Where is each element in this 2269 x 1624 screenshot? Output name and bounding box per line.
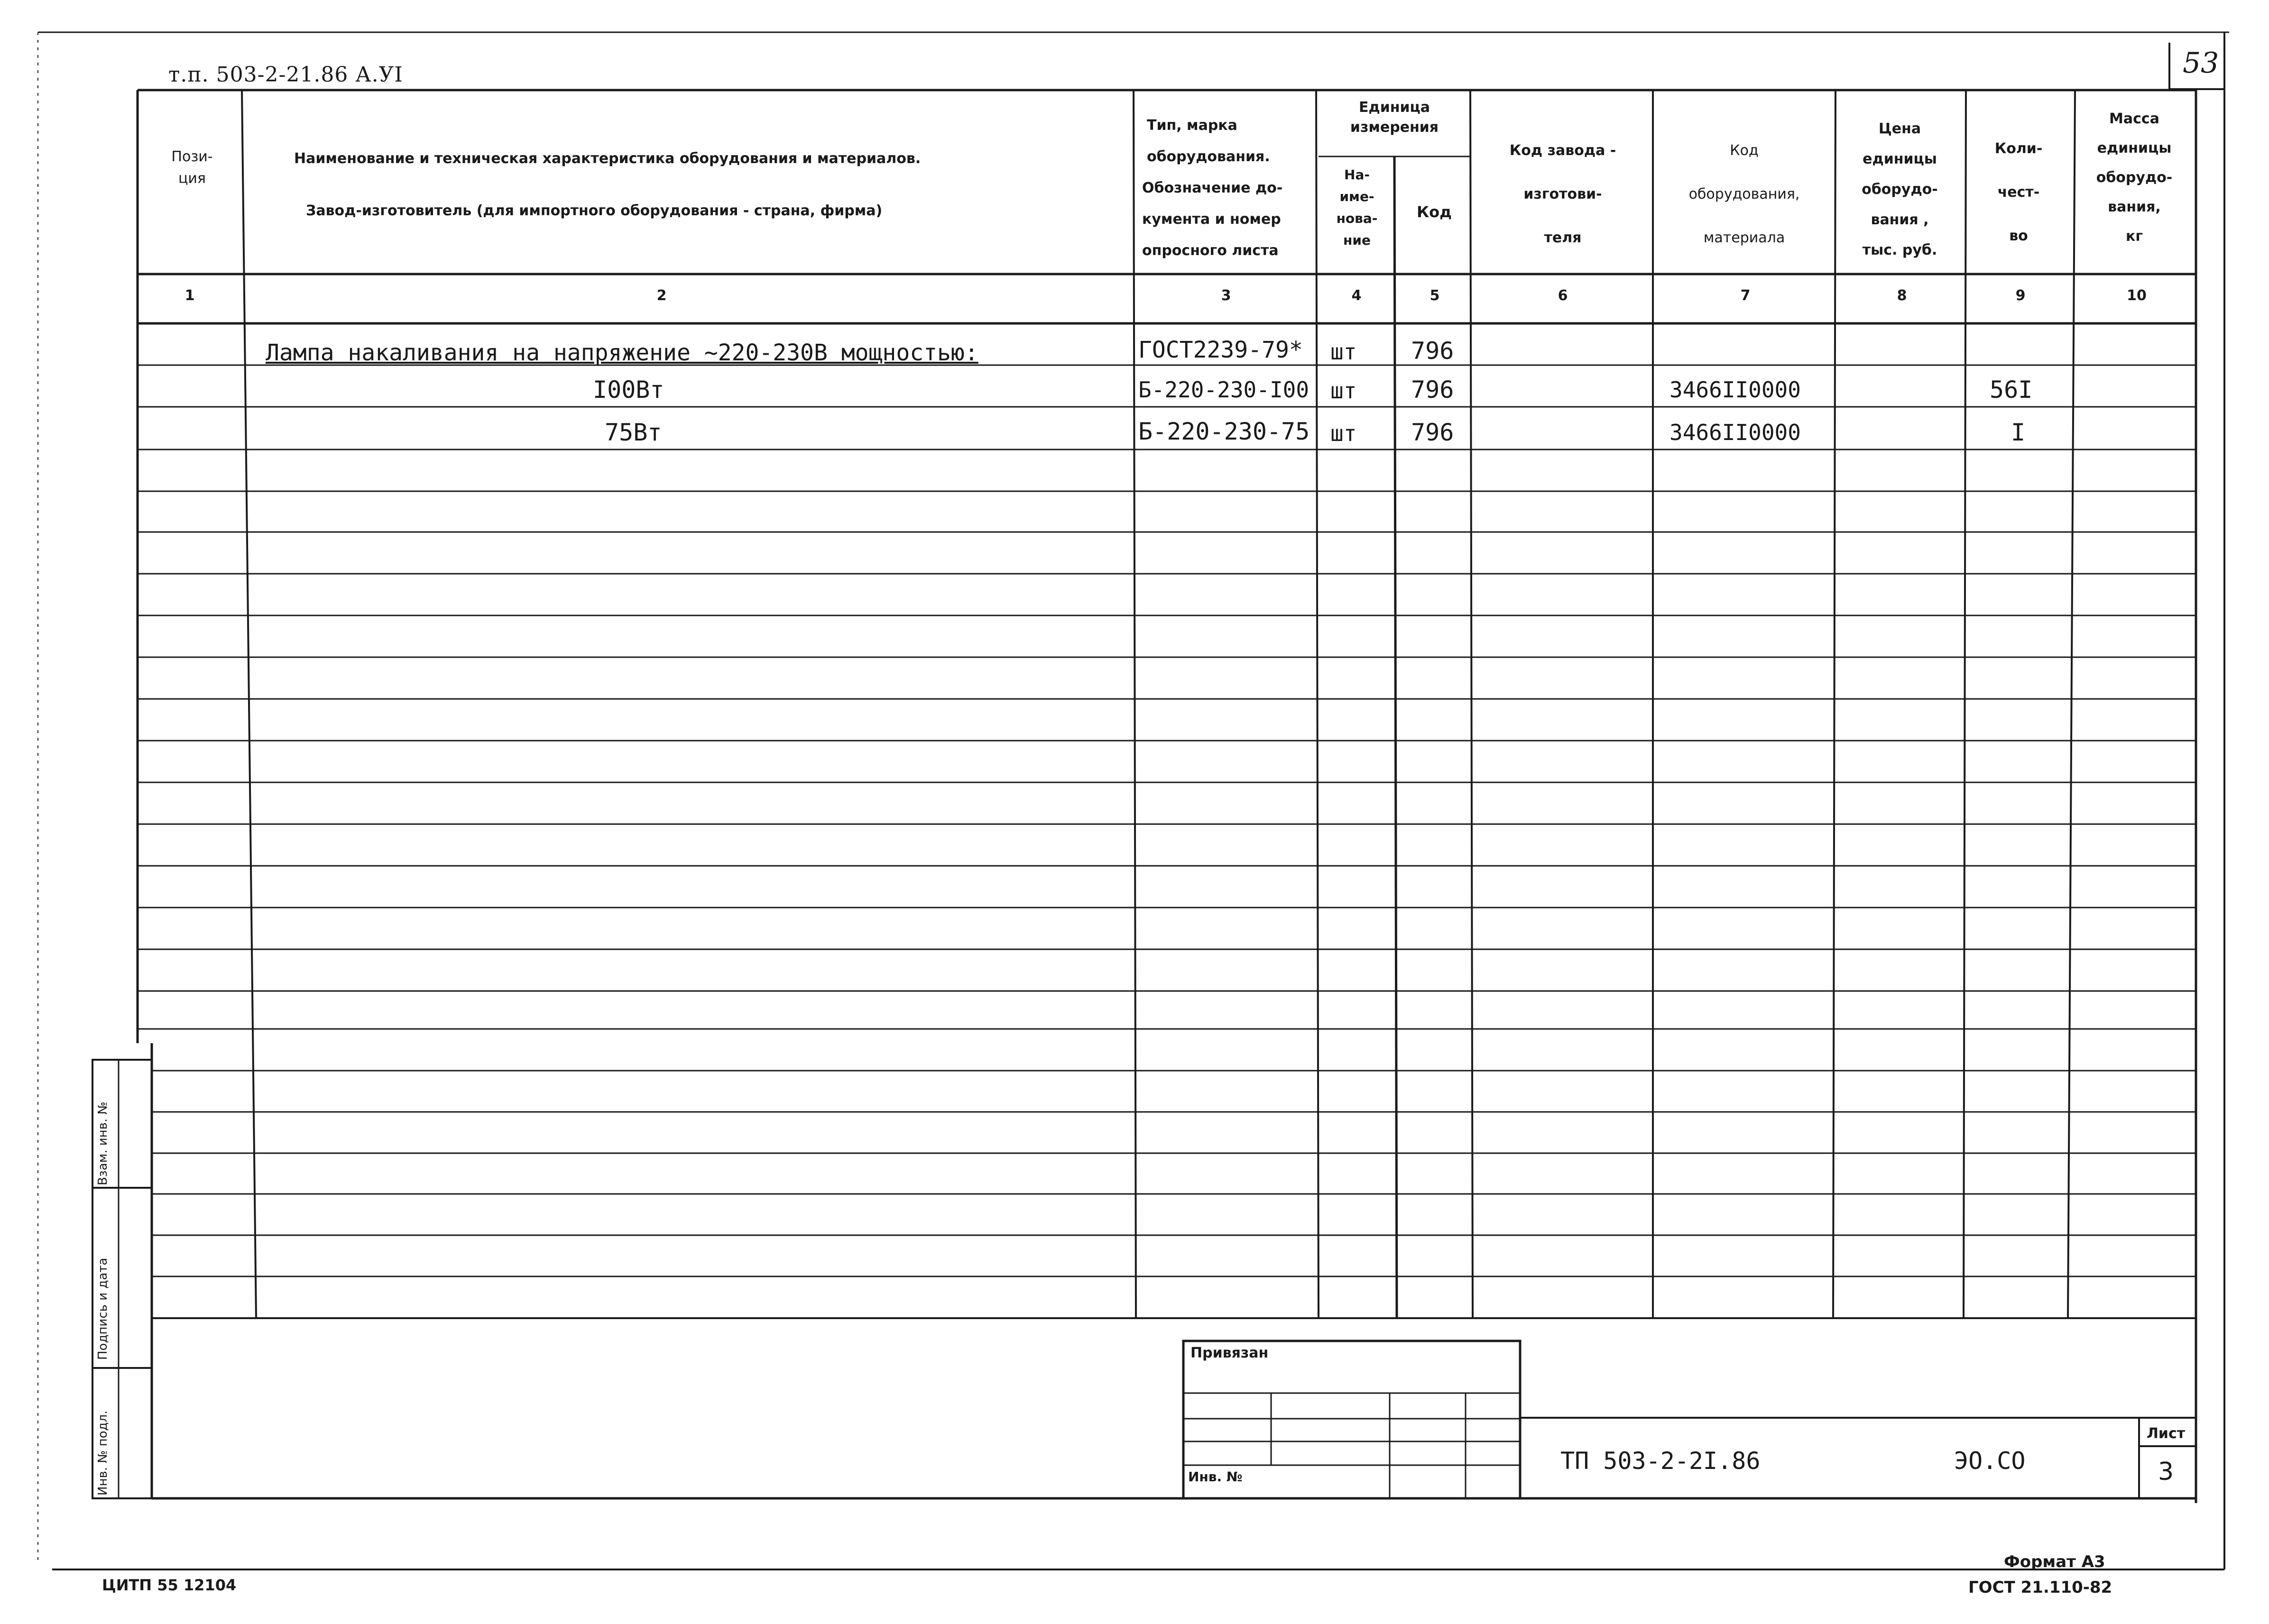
column-number: 4 (1351, 287, 1362, 304)
row-quantity: I (2011, 419, 2026, 446)
archive-code: ЦИТП 55 12104 (102, 1576, 237, 1594)
row-unit: шт (1330, 339, 1357, 365)
side-label-replacement-inv: Взам. инв. № (96, 1101, 110, 1185)
header-unit-code: Код (1417, 203, 1452, 221)
header-unit-group: Единица измерения (1350, 99, 1439, 136)
row-unit-code: 796 (1411, 419, 1454, 446)
side-label-signature-date: Подпись и дата (96, 1257, 110, 1360)
sheet-number: 3 (2158, 1458, 2174, 1486)
header-equipment-code: Код оборудования, материала (1688, 142, 1800, 246)
row-quantity: 56I (1990, 376, 2033, 404)
page-number-box (2168, 43, 2225, 90)
row-type: ГОСТ2239-79* (1138, 337, 1303, 363)
column-number: 1 (184, 287, 195, 304)
stamp-code: ЭО.СО (1954, 1447, 2026, 1475)
row-name: I00Вт (593, 376, 664, 404)
header-mass: Масса единицы оборудо- вания, кг (2096, 110, 2173, 245)
format-label: Формат А3 (2004, 1552, 2105, 1571)
row-unit: шт (1330, 421, 1357, 446)
row-equipment-code: 3466II0000 (1669, 377, 1801, 403)
header-price: Цена единицы оборудо- вания , тыс. руб. (1862, 120, 1938, 258)
header-type: Тип, марка оборудования. Обозначение до- кумента и номер опросного листа (1142, 117, 1283, 259)
header-position: Пози- ция (171, 148, 213, 187)
stamp-title: ТП 503-2-2I.86 (1560, 1447, 1761, 1475)
header-quantity: Коли- чест- во (1994, 140, 2043, 244)
column-number: 5 (1430, 287, 1440, 304)
side-label-original-inv: Инв. № подл. (96, 1410, 110, 1496)
header-unit-name: На- име- нова- ние (1336, 167, 1378, 248)
column-number: 2 (656, 287, 667, 304)
column-number: 8 (1897, 287, 1907, 304)
column-number: 9 (2015, 287, 2026, 304)
row-type: Б-220-230-I00 (1138, 377, 1310, 403)
row-unit: шт (1330, 378, 1357, 404)
document-reference: т.п. 503-2-21.86 А.УI (168, 63, 403, 87)
column-number: 3 (1221, 287, 1231, 304)
header-maker-code: Код завода - изготови- теля (1509, 142, 1616, 246)
column-number: 7 (1740, 287, 1751, 304)
page-number: 53 (2183, 46, 2219, 80)
row-unit-code: 796 (1411, 376, 1454, 404)
bound-label: Привязан (1190, 1345, 1269, 1361)
inventory-label: Инв. № (1188, 1469, 1243, 1485)
sheet-label: Лист (2147, 1425, 2186, 1442)
row-unit-code: 796 (1411, 337, 1454, 365)
row-name: Лампа накаливания на напряжение ~220-230В мощностью: (266, 339, 978, 366)
row-type: Б-220-230-75 (1138, 418, 1310, 445)
row-equipment-code: 3466II0000 (1669, 420, 1801, 445)
row-name: 75Вт (605, 419, 662, 446)
standard-label: ГОСТ 21.110-82 (1968, 1578, 2112, 1597)
header-name: Наименование и техническая характеристика оборудования и материалов. Завод-изготовитель (для импортного оборудования - страна, фирма) (294, 150, 921, 219)
column-number: 10 (2127, 287, 2147, 304)
column-number: 6 (1558, 287, 1568, 304)
